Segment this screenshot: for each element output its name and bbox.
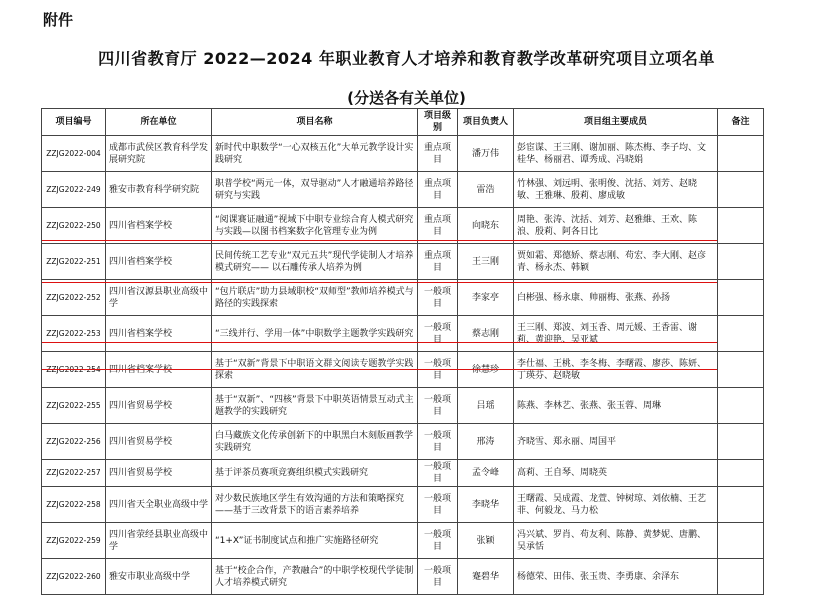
project-note [718,424,764,460]
project-leader: 孟令峰 [458,460,514,487]
project-leader: 李家亭 [458,280,514,316]
document-title: 四川省教育厅 2022—2024 年职业教育人才培养和教育教学改革研究项目立项名单 [98,49,715,68]
project-members: 齐晓雪、郑永丽、周国平 [514,424,718,460]
project-leader: 潘万伟 [458,136,514,172]
red-annotation-line [42,240,717,241]
project-unit: 四川省档案学校 [106,316,212,352]
table-row [42,388,764,424]
project-unit: 四川省贸易学校 [106,460,212,487]
project-level: 重点项目 [418,244,458,280]
red-annotation-line [42,369,717,370]
project-name: “包片联店”助力县域职校“双师型”教师培养模式与路径的实践探索 [212,280,418,316]
table-row [42,136,764,172]
project-leader: 向晓东 [458,208,514,244]
project-code: ZZJG2022-250 [42,208,106,244]
table-row [42,208,764,244]
project-members: 杨德荣、田伟、张玉贵、李勇康、余泽东 [514,559,718,595]
project-list-table [41,108,764,595]
project-level: 一般项目 [418,388,458,424]
project-code: ZZJG2022-257 [42,460,106,487]
project-note [718,352,764,388]
header-unit: 所在单位 [106,109,212,136]
project-note [718,136,764,172]
project-code: ZZJG2022-258 [42,487,106,523]
project-level: 一般项目 [418,460,458,487]
red-annotation-line [42,282,717,283]
project-leader: 蔡志刚 [458,316,514,352]
project-unit: 四川省汉源县职业高级中学 [106,280,212,316]
project-level: 重点项目 [418,172,458,208]
project-code: ZZJG2022-259 [42,523,106,559]
project-leader: 李晓华 [458,487,514,523]
project-members: 贾如霜、郑德娇、蔡志刚、苟宏、李大刚、赵彦青、杨永杰、韩颖 [514,244,718,280]
table-row [42,424,764,460]
project-unit: 四川省档案学校 [106,352,212,388]
table-header-row [42,109,764,136]
table-row [42,460,764,487]
project-note [718,559,764,595]
header-name: 项目名称 [212,109,418,136]
project-name: 基于“双新”、“四核”背景下中职英语情景互动式主题教学的实践研究 [212,388,418,424]
project-members: 高莉、王自琴、周晓英 [514,460,718,487]
table-row [42,559,764,595]
project-members: 王三刚、郑波、刘玉香、周元媛、王香雷、谢莉、黄迎艳、吴亚斌 [514,316,718,352]
project-name: “三线并行、学用一体”中职数学主题教学实践研究 [212,316,418,352]
project-leader: 蹇碧华 [458,559,514,595]
project-leader: 王三刚 [458,244,514,280]
document-subtitle: (分送各有关单位) [347,89,466,107]
project-note [718,280,764,316]
project-note [718,208,764,244]
project-name: 基于“校企合作，产教融合”的中职学校现代学徒制人才培养模式研究 [212,559,418,595]
project-level: 一般项目 [418,523,458,559]
project-unit: 雅安市教育科学研究院 [106,172,212,208]
project-members: 白彬强、杨永康、帅丽梅、张燕、孙扬 [514,280,718,316]
header-note: 备注 [718,109,764,136]
header-leader: 项目负责人 [458,109,514,136]
annex-label: 附件 [43,11,74,29]
project-code: ZZJG2022-252 [42,280,106,316]
project-code: ZZJG2022-004 [42,136,106,172]
project-note [718,388,764,424]
project-leader: 邢涛 [458,424,514,460]
project-name: 基于“双新”背景下中职语文群文阅读专题教学实践探索 [212,352,418,388]
project-code: ZZJG2022-256 [42,424,106,460]
project-name: “阅课赛证融通”视域下中职专业综合育人模式研究与实践—以图书档案数字化管理专业为例 [212,208,418,244]
project-leader: 张颖 [458,523,514,559]
project-note [718,487,764,523]
project-code: ZZJG2022-251 [42,244,106,280]
project-note [718,523,764,559]
header-members: 项目组主要成员 [514,109,718,136]
project-name: 白马藏族文化传承创新下的中职黑白木刻版画教学实践研究 [212,424,418,460]
project-note [718,460,764,487]
project-level: 重点项目 [418,208,458,244]
project-name: 民间传统工艺专业“双元五共”现代学徒制人才培养模式研究—— 以石雕传承人培养为例 [212,244,418,280]
project-members: 竹林强、刘远明、张明俊、沈括、刘芳、赵晓敏、王雅琳、殷莉、廖成敏 [514,172,718,208]
table-row [42,280,764,316]
project-members: 冯兴斌、罗肖、苟友利、陈静、黄梦妮、唐鹏、吴承恬 [514,523,718,559]
project-code: ZZJG2022-260 [42,559,106,595]
project-level: 一般项目 [418,424,458,460]
project-unit: 四川省档案学校 [106,244,212,280]
project-leader: 雷浩 [458,172,514,208]
project-members: 陈燕、李林艺、张燕、张玉蓉、周琳 [514,388,718,424]
project-note [718,172,764,208]
table-row [42,172,764,208]
project-name: 新时代中职数学“一心双核五化”大单元教学设计实践研究 [212,136,418,172]
project-unit: 四川省档案学校 [106,208,212,244]
header-code: 项目编号 [42,109,106,136]
project-level: 一般项目 [418,316,458,352]
project-code: ZZJG2022-253 [42,316,106,352]
project-members: 李仕福、王桃、李冬梅、李曙霞、廖莎、陈妍、丁瑛芬、赵晓敏 [514,352,718,388]
project-unit: 四川省贸易学校 [106,388,212,424]
project-note [718,244,764,280]
project-name: 对少数民族地区学生有效沟通的方法和策略探究——基于三改背景下的语言素养培养 [212,487,418,523]
project-name: 职普学校“两元一体，双导驱动”人才融通培养路径研究与实践 [212,172,418,208]
project-unit: 雅安市职业高级中学 [106,559,212,595]
table-row [42,244,764,280]
project-name: 基于评茶员赛项竞赛组织模式实践研究 [212,460,418,487]
header-level: 项目级别 [418,109,458,136]
red-annotation-line [42,342,717,343]
project-members: 周艳、张涛、沈括、刘芳、赵雅維、王欢、陈浪、殷莉、阿各日比 [514,208,718,244]
project-unit: 四川省天全职业高级中学 [106,487,212,523]
project-level: 一般项目 [418,487,458,523]
project-unit: 成都市武侯区教育科学发展研究院 [106,136,212,172]
project-leader: 徐慧珍 [458,352,514,388]
table-row [42,487,764,523]
project-members: 彭宦谋、王三刚、谢加丽、陈杰梅、李子均、文桂华、杨丽君、谭秀成、冯晓娟 [514,136,718,172]
project-unit: 四川省荥经县职业高级中学 [106,523,212,559]
project-level: 一般项目 [418,352,458,388]
project-level: 重点项目 [418,136,458,172]
project-level: 一般项目 [418,280,458,316]
project-code: ZZJG2022-254 [42,352,106,388]
project-leader: 吕瑶 [458,388,514,424]
project-code: ZZJG2022-255 [42,388,106,424]
table-row [42,523,764,559]
project-note [718,316,764,352]
project-level: 一般项目 [418,559,458,595]
table-row [42,316,764,352]
project-code: ZZJG2022-249 [42,172,106,208]
project-members: 王曙霞、吴成霞、龙萱、钟树琼、刘依楠、王艺菲、何毅龙、马力松 [514,487,718,523]
project-name: “1+X”证书制度试点和推广实施路径研究 [212,523,418,559]
project-unit: 四川省贸易学校 [106,424,212,460]
